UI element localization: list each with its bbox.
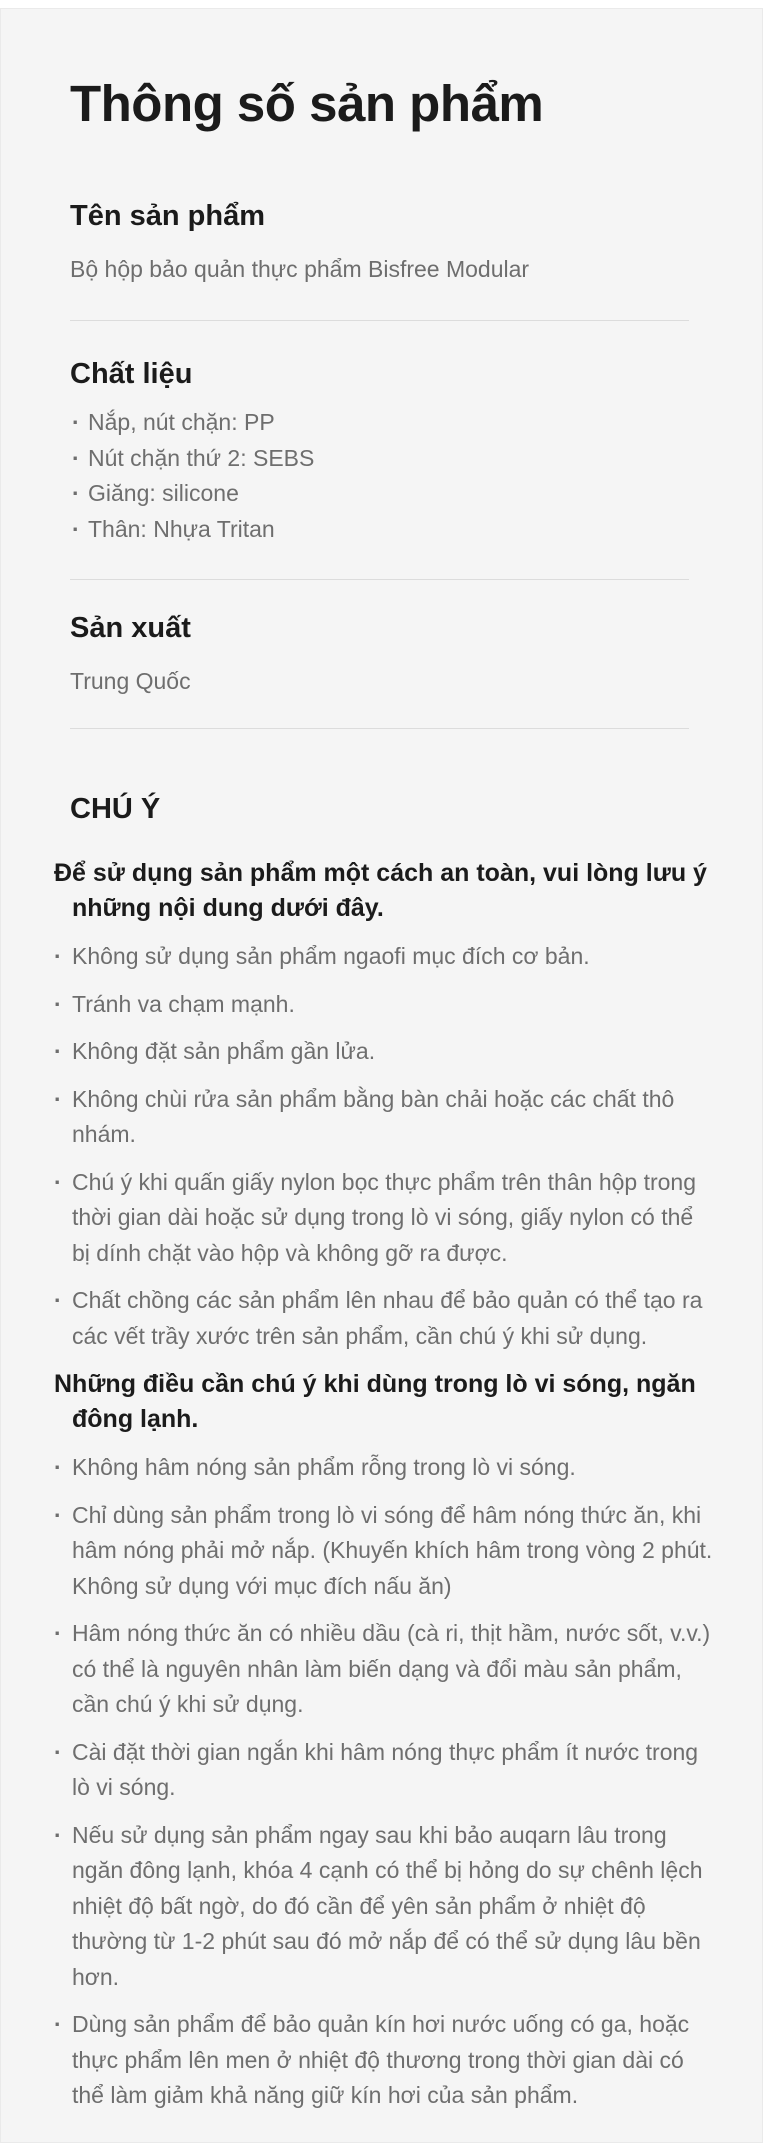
caution-list xyxy=(54,1450,714,2114)
list-item: · Thân: Nhựa Tritan xyxy=(70,512,689,548)
divider xyxy=(70,579,689,580)
list-item: · Không đặt sản phẩm gần lửa. xyxy=(54,1034,714,1070)
spec-material xyxy=(70,358,689,547)
spec-origin xyxy=(70,612,689,699)
list-item: · Giăng: silicone xyxy=(70,476,689,512)
spec-product-name xyxy=(70,200,689,287)
list-item: · Nút chặn thứ 2: SEBS xyxy=(70,441,689,477)
list-item: · Chú ý khi quấn giấy nylon bọc thực phẩm trên thân hộp trong thời gian dài hoặc sử dụng trong lò vi sóng, giấy nylon có thể bị dính chặt vào hộp và không gỡ ra được. xyxy=(54,1165,714,1272)
list-item: · Chỉ dùng sản phẩm trong lò vi sóng để hâm nóng thức ăn, khi hâm nóng phải mở nắp. (Khuyến khích hâm trong vòng 2 phút. Không sử dụng với mục đích nấu ăn) xyxy=(54,1498,714,1605)
caution-heading: Để sử dụng sản phẩm một cách an toàn, vui lòng lưu ý những nội dung dưới đây. xyxy=(54,859,707,922)
list-item: · Nắp, nút chặn: PP xyxy=(70,405,689,441)
spec-value: Trung Quốc xyxy=(70,668,191,694)
divider xyxy=(70,320,689,321)
list-item: · Nếu sử dụng sản phẩm ngay sau khi bảo auqarn lâu trong ngăn đông lạnh, khóa 4 cạnh có thể bị hỏng do sự chênh lệch nhiệt độ bất ngờ, do đó cần để yên sản phẩm ở nhiệt độ thường từ 1-2 phút sau đó mở nắp để có thể sử dụng lâu bền hơn. xyxy=(54,1818,714,1996)
spec-heading: Tên sản phẩm xyxy=(70,200,265,232)
caution-general xyxy=(54,856,714,1354)
spec-heading: Chất liệu xyxy=(70,358,193,390)
list-item: · Không hâm nóng sản phẩm rỗng trong lò vi sóng. xyxy=(54,1450,714,1486)
caution-list xyxy=(54,939,714,1354)
caution-title: CHÚ Ý xyxy=(70,793,161,825)
list-item: · Không sử dụng sản phẩm ngaofi mục đích cơ bản. xyxy=(54,939,714,975)
divider xyxy=(70,728,689,729)
spec-heading: Sản xuất xyxy=(70,612,191,644)
page-title: Thông số sản phẩm xyxy=(70,75,544,132)
list-item: · Chất chồng các sản phẩm lên nhau để bảo quản có thể tạo ra các vết trầy xước trên sản phẩm, cần chú ý khi sử dụng. xyxy=(54,1283,714,1354)
material-list xyxy=(70,405,689,547)
list-item: · Hâm nóng thức ăn có nhiều dầu (cà ri, thịt hầm, nước sốt, v.v.) có thể là nguyên nhân làm biến dạng và đổi màu sản phẩm, cần chú ý khi sử dụng. xyxy=(54,1616,714,1723)
spec-value: Bộ hộp bảo quản thực phẩm Bisfree Modular xyxy=(70,256,530,282)
list-item: · Cài đặt thời gian ngắn khi hâm nóng thực phẩm ít nước trong lò vi sóng. xyxy=(54,1735,714,1806)
list-item: · Không chùi rửa sản phẩm bằng bàn chải hoặc các chất thô nhám. xyxy=(54,1082,714,1153)
list-item: · Tránh va chạm mạnh. xyxy=(54,987,714,1023)
caution-microwave xyxy=(54,1367,714,2114)
list-item: · Dùng sản phẩm để bảo quản kín hơi nước uống có ga, hoặc thực phẩm lên men ở nhiệt độ thương trong thời gian dài có thể làm giảm khả năng giữ kín hơi của sản phẩm. xyxy=(54,2007,714,2114)
caution-heading: Những điều cần chú ý khi dùng trong lò vi sóng, ngăn đông lạnh. xyxy=(54,1370,696,1433)
